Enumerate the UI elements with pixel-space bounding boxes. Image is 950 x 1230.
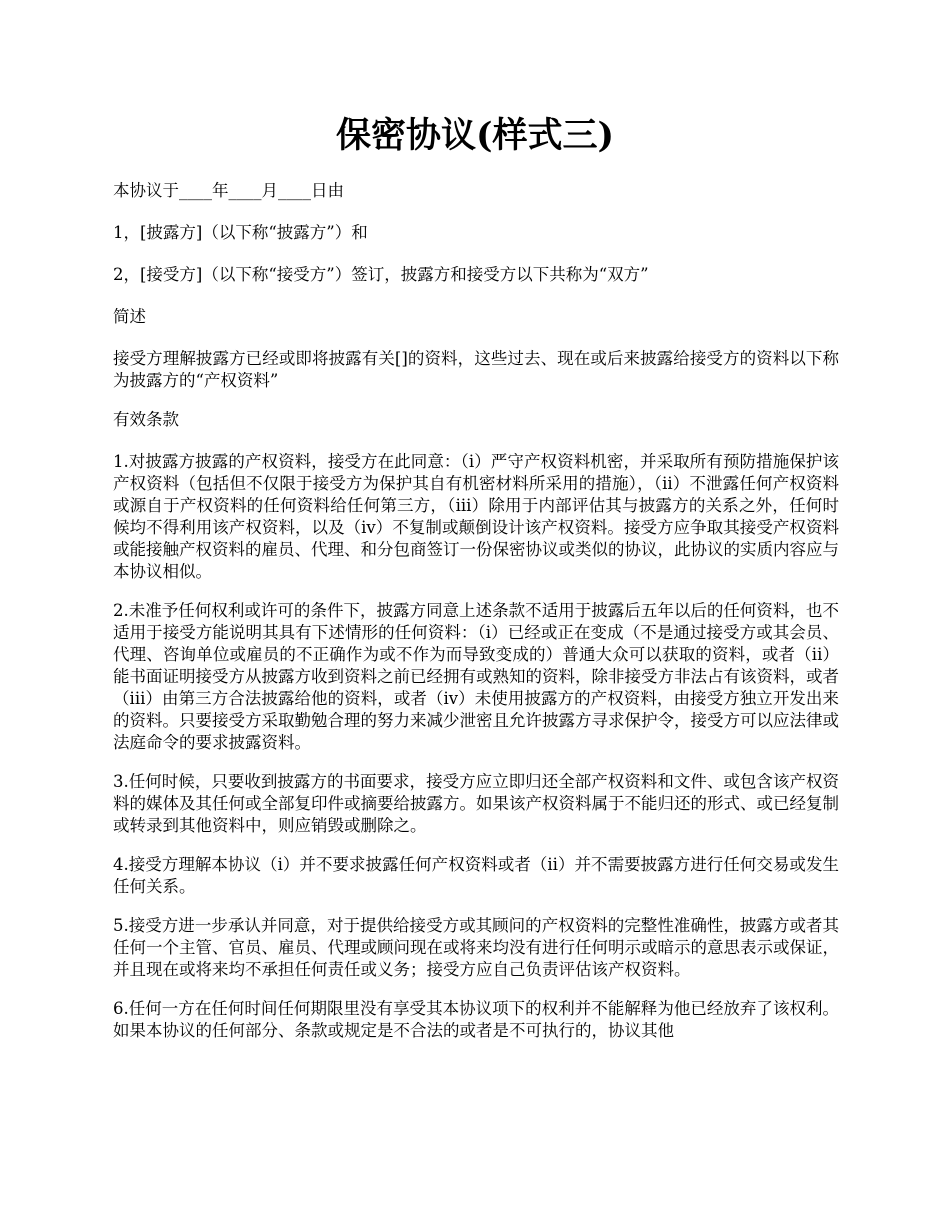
paragraph-date-line: 本协议于____年____月____日由: [113, 181, 344, 200]
document-body: [113, 180, 839, 1059]
document-title: 保密协议(样式三): [335, 115, 615, 156]
clause-6: 6.任何一方在任何时间任何期限里没有享受其本协议项下的权利并不能解释为他已经放弃了该权利。如果本协议的任何部分、条款或规定是不合法的或者是不可执行的，协议其他: [113, 999, 839, 1040]
clause-2: 2.未准予任何权利或许可的条件下，披露方同意上述条款不适用于披露后五年以后的任何资料，也不适用于接受方能说明其具有下述情形的任何资料：（i）已经或正在变成（不是通过接受方或其会员、代理、咨询单位或雇员的不正确作为或不作为而导致变成的）普通大众可以获取的资料，或者（ii）能书面证明接受方从披露方收到资料之前已经拥有或熟知的资料，除非接受方非法占有该资料，或者（iii）由第三方合法披露给他的资料，或者（iv）未使用披露方的产权资料，由接受方独立开发出来的资料。只要接受方采取勤勉合理的努力来减少泄密且允许披露方寻求保护令，接受方可以应法律或法庭命令的要求披露资料。: [113, 601, 839, 752]
clause-5: 5.接受方进一步承认并同意，对于提供给接受方或其顾问的产权资料的完整性准确性，披露方或者其任何一个主管、官员、雇员、代理或顾问现在或将来均没有进行任何明示或暗示的意思表示或保证，并且现在或将来均不承担任何责任或义务；接受方应自己负责评估该产权资料。: [113, 916, 839, 979]
clause-1: 1.对披露方披露的产权资料，接受方在此同意：（i）严守产权资料机密，并采取所有预防措施保护该产权资料（包括但不仅限于接受方为保护其自有机密材料所采用的措施），（ii）不泄露任何产权资料或源自于产权资料的任何资料给任何第三方，（iii）除用于内部评估其与披露方的关系之外，任何时候均不得利用该产权资料，以及（iv）不复制或颠倒设计该产权资料。接受方应争取其接受产权资料或能接触产权资料的雇员、代理、和分包商签订一份保密协议或类似的协议，此协议的实质内容应与本协议相似。: [113, 452, 839, 581]
paragraph-summary-body: 接受方理解披露方已经或即将披露有关[]的资料，这些过去、现在或后来披露给接受方的资料以下称为披露方的“产权资料”: [113, 349, 839, 390]
clause-3: 3.任何时候，只要收到披露方的书面要求，接受方应立即归还全部产权资料和文件、或包含该产权资料的媒体及其任何或全部复印件或摘要给披露方。如果该产权资料属于不能归还的形式、或已经复制或转录到其他资料中，则应销毁或删除之。: [113, 772, 839, 835]
section-heading-summary: 简述: [113, 307, 146, 326]
clause-4: 4.接受方理解本协议（i）并不要求披露任何产权资料或者（ii）并不需要披露方进行任何交易或发生任何关系。: [113, 855, 839, 896]
paragraph-party-receiving: 2，[接受方]（以下称“接受方”）签订，披露方和接受方以下共称为“双方”: [113, 265, 649, 284]
paragraph-party-disclosing: 1，[披露方]（以下称“披露方”）和: [113, 223, 368, 242]
section-heading-terms: 有效条款: [113, 410, 179, 429]
